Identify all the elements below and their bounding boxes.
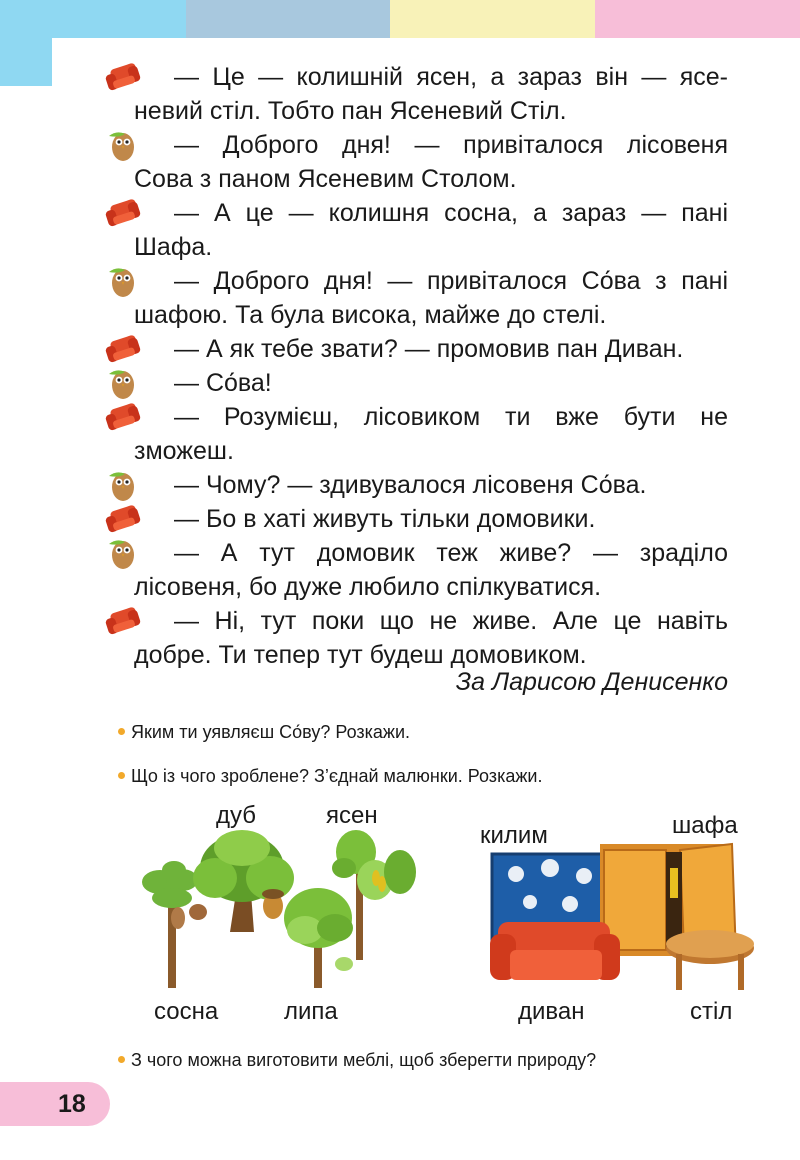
dialog-line-text: лісовеня, бо дуже любило спілкуватися. <box>134 573 602 601</box>
author-credit: За Ларисою Денисенко <box>455 668 728 696</box>
label-linden: липа <box>284 998 338 1025</box>
dialog-line <box>104 60 728 94</box>
left-band <box>0 38 52 86</box>
question-text: Яким ти уявляєш Со́ву? Розкажи. <box>131 722 411 742</box>
dialog-line-text: — А тут домовик теж живе? — зраділо <box>174 539 728 567</box>
dialog-line-continued <box>104 298 728 332</box>
dialog-line-text: Сова з паном Ясеневим Столом. <box>134 165 517 193</box>
furniture-illustration <box>486 838 756 998</box>
dialog-line-text: — Со́ва! <box>174 369 272 397</box>
dialog-line-continued <box>104 94 728 128</box>
trees-illustration <box>130 820 430 990</box>
question-2 <box>118 766 542 787</box>
question-text: Що із чого зроблене? З’єднай малюнки. Розкажи. <box>131 766 543 786</box>
dialog-line-continued <box>104 638 728 672</box>
owl-speaker-icon <box>103 468 145 502</box>
label-table: стіл <box>690 998 733 1025</box>
dialog-line-text: шафою. Та була висока, майже до стелі. <box>134 301 607 329</box>
top-band-gray <box>186 0 390 38</box>
dialog-line-text: Шафа. <box>134 233 213 261</box>
bullet-icon <box>118 728 125 735</box>
dialog-line-text: — Чому? — здивувалося лісовеня Со́ва. <box>174 471 647 499</box>
owl-speaker-icon <box>103 264 145 298</box>
top-band-blue <box>0 0 186 38</box>
owl-speaker-icon <box>103 366 145 400</box>
page-number: 18 <box>58 1090 86 1118</box>
dialog-text <box>104 60 728 672</box>
label-oak: дуб <box>216 802 257 829</box>
question-1 <box>118 722 410 743</box>
dialog-line-text: невий стіл. Тобто пан Ясеневий Стіл. <box>134 97 567 125</box>
page-number-tab <box>0 1082 110 1126</box>
dialog-line-continued <box>104 434 728 468</box>
dialog-line-text: — Це — колишній ясен, а зараз він — ясе- <box>174 63 728 91</box>
label-wardrobe: шафа <box>672 812 738 839</box>
dialog-line <box>104 128 728 162</box>
dialog-line-continued <box>104 230 728 264</box>
dialog-line-continued <box>104 162 728 196</box>
dialog-line <box>104 366 728 400</box>
dialog-line <box>104 502 728 536</box>
dialog-line <box>104 264 728 298</box>
dialog-line <box>104 468 728 502</box>
dialog-line-text: — Доброго дня! — привіталося Со́ва з пані <box>174 267 728 295</box>
dialog-line <box>104 604 728 638</box>
dialog-line <box>104 536 728 570</box>
dialog-line-text: зможеш. <box>134 437 234 465</box>
sofa-speaker-icon <box>103 400 145 434</box>
sofa-speaker-icon <box>103 332 145 366</box>
label-carpet: килим <box>480 822 548 849</box>
top-band-pink <box>595 0 800 38</box>
label-sofa: диван <box>518 998 585 1025</box>
label-pine: сосна <box>154 998 219 1025</box>
top-band-yellow <box>390 0 595 38</box>
question-text: З чого можна виготовити меблі, щоб зберегти природу? <box>131 1050 597 1070</box>
bullet-icon <box>118 1056 125 1063</box>
bullet-icon <box>118 772 125 779</box>
dialog-line-text: — А це — колишня сосна, а зараз — пані <box>174 199 728 227</box>
dialog-line-text: — Розумієш, лісовиком ти вже бути не <box>174 403 728 431</box>
label-ash: ясен <box>326 802 378 829</box>
dialog-line-text: добре. Ти тепер тут будеш домовиком. <box>134 641 587 669</box>
owl-speaker-icon <box>103 536 145 570</box>
sofa-speaker-icon <box>103 60 145 94</box>
dialog-line-text: — Доброго дня! — привіталося лісовеня <box>174 131 728 159</box>
sofa-speaker-icon <box>103 196 145 230</box>
sofa-speaker-icon <box>103 604 145 638</box>
dialog-line-text: — А як тебе звати? — промовив пан Диван. <box>174 335 684 363</box>
dialog-line <box>104 400 728 434</box>
dialog-line-text: — Бо в хаті живуть тільки домовики. <box>174 505 596 533</box>
dialog-line <box>104 332 728 366</box>
dialog-line-text: — Ні, тут поки що не живе. Але це навіть <box>174 607 728 635</box>
dialog-line-continued <box>104 570 728 604</box>
sofa-speaker-icon <box>103 502 145 536</box>
question-3 <box>118 1050 596 1071</box>
dialog-line <box>104 196 728 230</box>
owl-speaker-icon <box>103 128 145 162</box>
